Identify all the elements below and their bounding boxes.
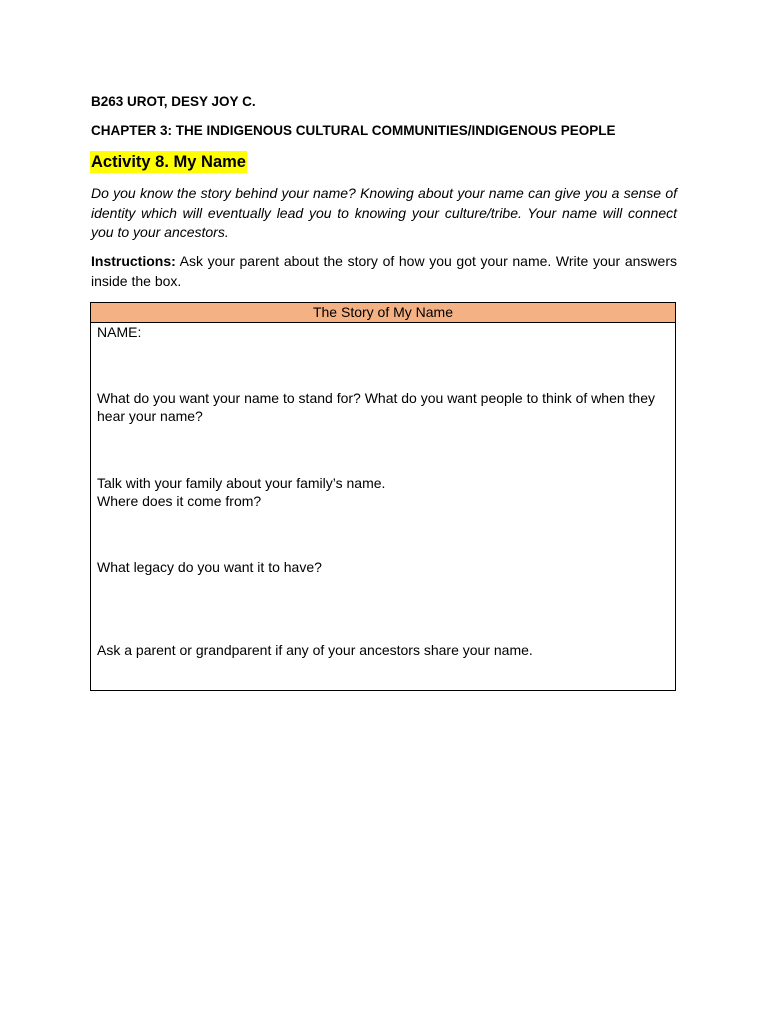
- story-box-header: The Story of My Name: [91, 303, 675, 323]
- instructions-label: Instructions:: [91, 253, 176, 269]
- student-name: B263 UROT, DESY JOY C.: [91, 94, 256, 109]
- prompt-legacy: What legacy do you want it to have?: [97, 559, 322, 575]
- instructions-text: Ask your parent about the story of how you got your name. Write your answers inside the box.: [91, 253, 677, 289]
- prompt-family-line-1: Talk with your family about your family’s name.: [97, 475, 386, 491]
- prompt-name: NAME:: [97, 324, 142, 340]
- prompt-ancestors: Ask a parent or grandparent if any of your ancestors share your name.: [97, 642, 533, 658]
- prompt-stand-for: What do you want your name to stand for? What do you want people to think of when they hear your name?: [97, 390, 655, 424]
- prompt-family-line-2: Where does it come from?: [97, 493, 262, 509]
- story-box[interactable]: [90, 302, 676, 691]
- prompt-family-name: [97, 474, 669, 510]
- intro-paragraph: Do you know the story behind your name? Knowing about your name can give you a sense of identity which will eventually lead you to knowing your culture/tribe. Your name will connect you to your ancestors.: [91, 185, 677, 240]
- chapter-title: CHAPTER 3: THE INDIGENOUS CULTURAL COMMUNITIES/INDIGENOUS PEOPLE: [91, 123, 616, 138]
- instructions-paragraph: [91, 252, 677, 291]
- activity-title: Activity 8. My Name: [91, 153, 246, 171]
